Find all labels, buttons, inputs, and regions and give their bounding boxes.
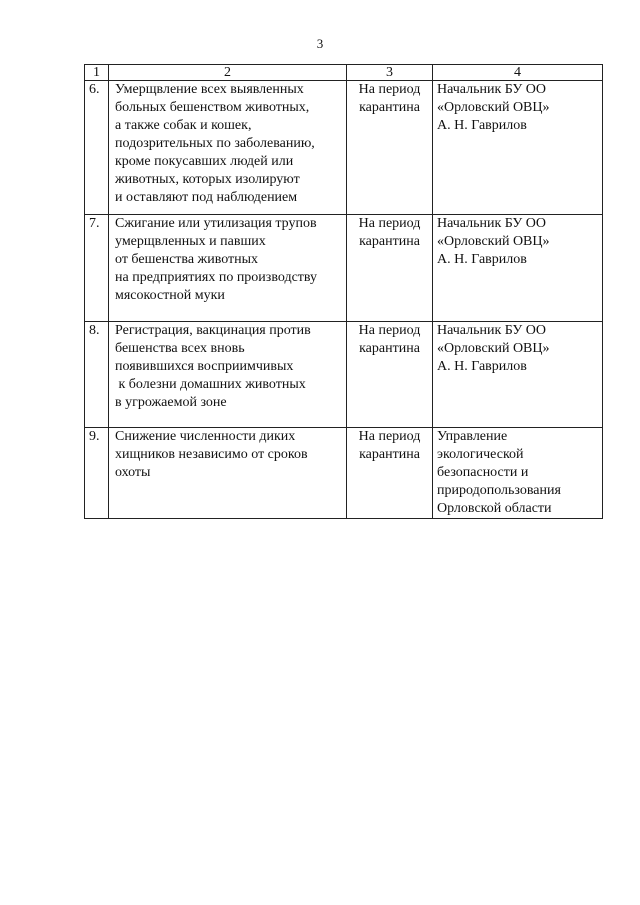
measure-line: хищников независимо от сроков <box>115 447 308 462</box>
responsible-line: природопользования <box>437 483 561 498</box>
responsible-line: А. Н. Гаврилов <box>437 118 527 133</box>
responsible-line: экологической <box>437 447 524 462</box>
responsible-line: Начальник БУ ОО <box>437 82 546 97</box>
row-number: 8. <box>85 322 109 428</box>
period-line: На период <box>358 82 421 97</box>
table-header-row <box>85 65 603 81</box>
measure-line: Умерщвление всех выявленных <box>115 82 304 97</box>
period-cell <box>347 428 433 519</box>
responsible-line: А. Н. Гаврилов <box>437 252 527 267</box>
measure-cell <box>109 428 347 519</box>
responsible-cell <box>433 81 603 215</box>
measure-line: Сжигание или утилизация трупов <box>115 216 317 231</box>
measure-line: на предприятиях по производству <box>115 270 318 285</box>
responsible-line: Орловской области <box>437 501 552 516</box>
measure-line: кроме покусавших людей или <box>115 154 294 169</box>
measure-cell <box>109 215 347 322</box>
measure-cell <box>109 322 347 428</box>
responsible-line: Начальник БУ ОО <box>437 323 546 338</box>
column-header: 2 <box>109 65 347 81</box>
responsible-line: «Орловский ОВЦ» <box>437 341 550 356</box>
table-row <box>85 322 603 428</box>
column-header: 4 <box>433 65 603 81</box>
responsible-line: Управление <box>437 429 508 444</box>
measures-table <box>84 64 603 519</box>
period-line: карантина <box>359 100 420 115</box>
page-number: 3 <box>316 36 324 51</box>
measure-line: Снижение численности диких <box>115 429 296 444</box>
column-header: 1 <box>85 65 109 81</box>
responsible-cell <box>433 215 603 322</box>
period-cell <box>347 215 433 322</box>
measure-line: Регистрация, вакцинация против <box>115 323 311 338</box>
measure-line: животных, которых изолируют <box>115 172 300 187</box>
responsible-line: безопасности и <box>437 465 529 480</box>
measure-line: появившихся восприимчивых <box>115 359 294 374</box>
measure-cell <box>109 81 347 215</box>
responsible-line: Начальник БУ ОО <box>437 216 546 231</box>
responsible-cell <box>433 322 603 428</box>
measure-line: подозрительных по заболеванию, <box>115 136 315 151</box>
period-line: карантина <box>359 341 420 356</box>
column-header: 3 <box>347 65 433 81</box>
measure-line: бешенства всех вновь <box>115 341 245 356</box>
responsible-line: «Орловский ОВЦ» <box>437 100 550 115</box>
table-row <box>85 81 603 215</box>
measure-line: в угрожаемой зоне <box>115 395 227 410</box>
table-row <box>85 215 603 322</box>
row-number: 6. <box>85 81 109 215</box>
measure-line: к болезни домашних животных <box>115 377 306 392</box>
row-number: 7. <box>85 215 109 322</box>
period-line: На период <box>358 323 421 338</box>
measure-line: больных бешенством животных, <box>115 100 310 115</box>
period-line: На период <box>358 429 421 444</box>
measure-line: охоты <box>115 465 151 480</box>
table-row <box>85 428 603 519</box>
measure-line: мясокостной муки <box>115 288 225 303</box>
measure-line: а также собак и кошек, <box>115 118 252 133</box>
responsible-line: «Орловский ОВЦ» <box>437 234 550 249</box>
row-number: 9. <box>85 428 109 519</box>
responsible-line: А. Н. Гаврилов <box>437 359 527 374</box>
measure-line: от бешенства животных <box>115 252 259 267</box>
measure-line: умерщвленных и павших <box>115 234 266 249</box>
measure-line: и оставляют под наблюдением <box>115 190 298 205</box>
responsible-cell <box>433 428 603 519</box>
period-line: карантина <box>359 447 420 462</box>
period-line: карантина <box>359 234 420 249</box>
period-cell <box>347 81 433 215</box>
period-line: На период <box>358 216 421 231</box>
period-cell <box>347 322 433 428</box>
